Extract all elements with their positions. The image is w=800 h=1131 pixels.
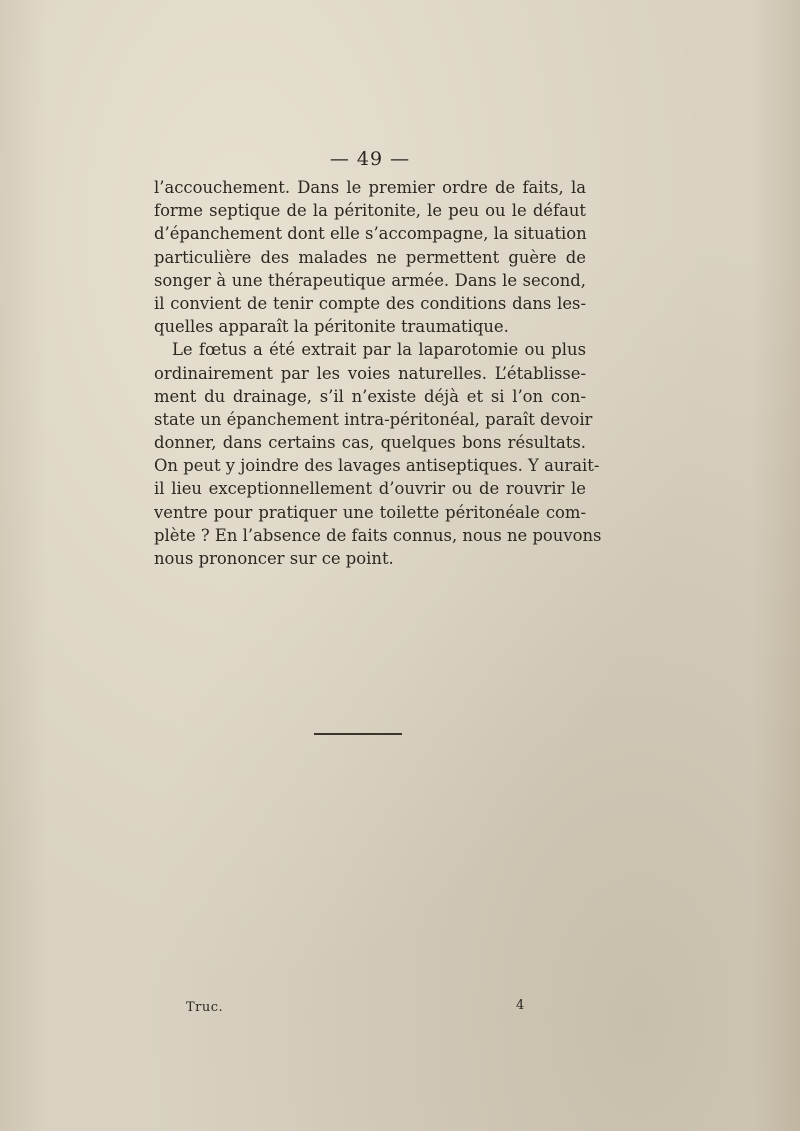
page-number: — 49 — [329, 148, 411, 170]
text-line: ment du drainage, s’il n’existe déjà et si l’on con- [154, 386, 586, 406]
text-line: Le fœtus a été extrait par la laparotomie ou plus [172, 340, 586, 360]
text-line: l’accouchement. Dans le premier ordre de faits, la [154, 178, 586, 197]
text-line: quelles apparaît la péritonite traumatique. [154, 317, 509, 337]
text-line: On peut y joindre des lavages antiseptiques. Y aurait- [154, 456, 600, 476]
text-line: donner, dans certains cas, quelques bons résultats. [154, 433, 586, 453]
text-line: forme septique de la péritonite, le peu ou le défaut [154, 201, 586, 221]
text-line: songer à une thérapeutique armée. Dans le second, [154, 270, 586, 290]
text-line: d’épanchement dont elle s’accompagne, la situation [154, 224, 587, 244]
text-line: nous prononcer sur ce point. [154, 549, 394, 568]
text-line: il lieu exceptionnellement d’ouvrir ou de rouvrir le [154, 479, 586, 499]
body-text [154, 176, 602, 570]
text-line: state un épanchement intra-péritonéal, paraît devoir [154, 409, 593, 429]
text-line: il convient de tenir compte des conditions dans les- [154, 293, 586, 313]
text-line: ordinairement par les voies naturelles. L’établisse- [154, 363, 586, 383]
text-line: ventre pour pratiquer une toilette péritonéale com- [154, 502, 586, 522]
text-line: particulière des malades ne permettent guère de [154, 247, 586, 267]
footer-author: Truc. [186, 1000, 224, 1015]
text-line: plète ? En l’absence de faits connus, nous ne pouvons [154, 525, 602, 545]
footer-signature-number: 4 [516, 998, 525, 1013]
section-divider [314, 733, 402, 735]
